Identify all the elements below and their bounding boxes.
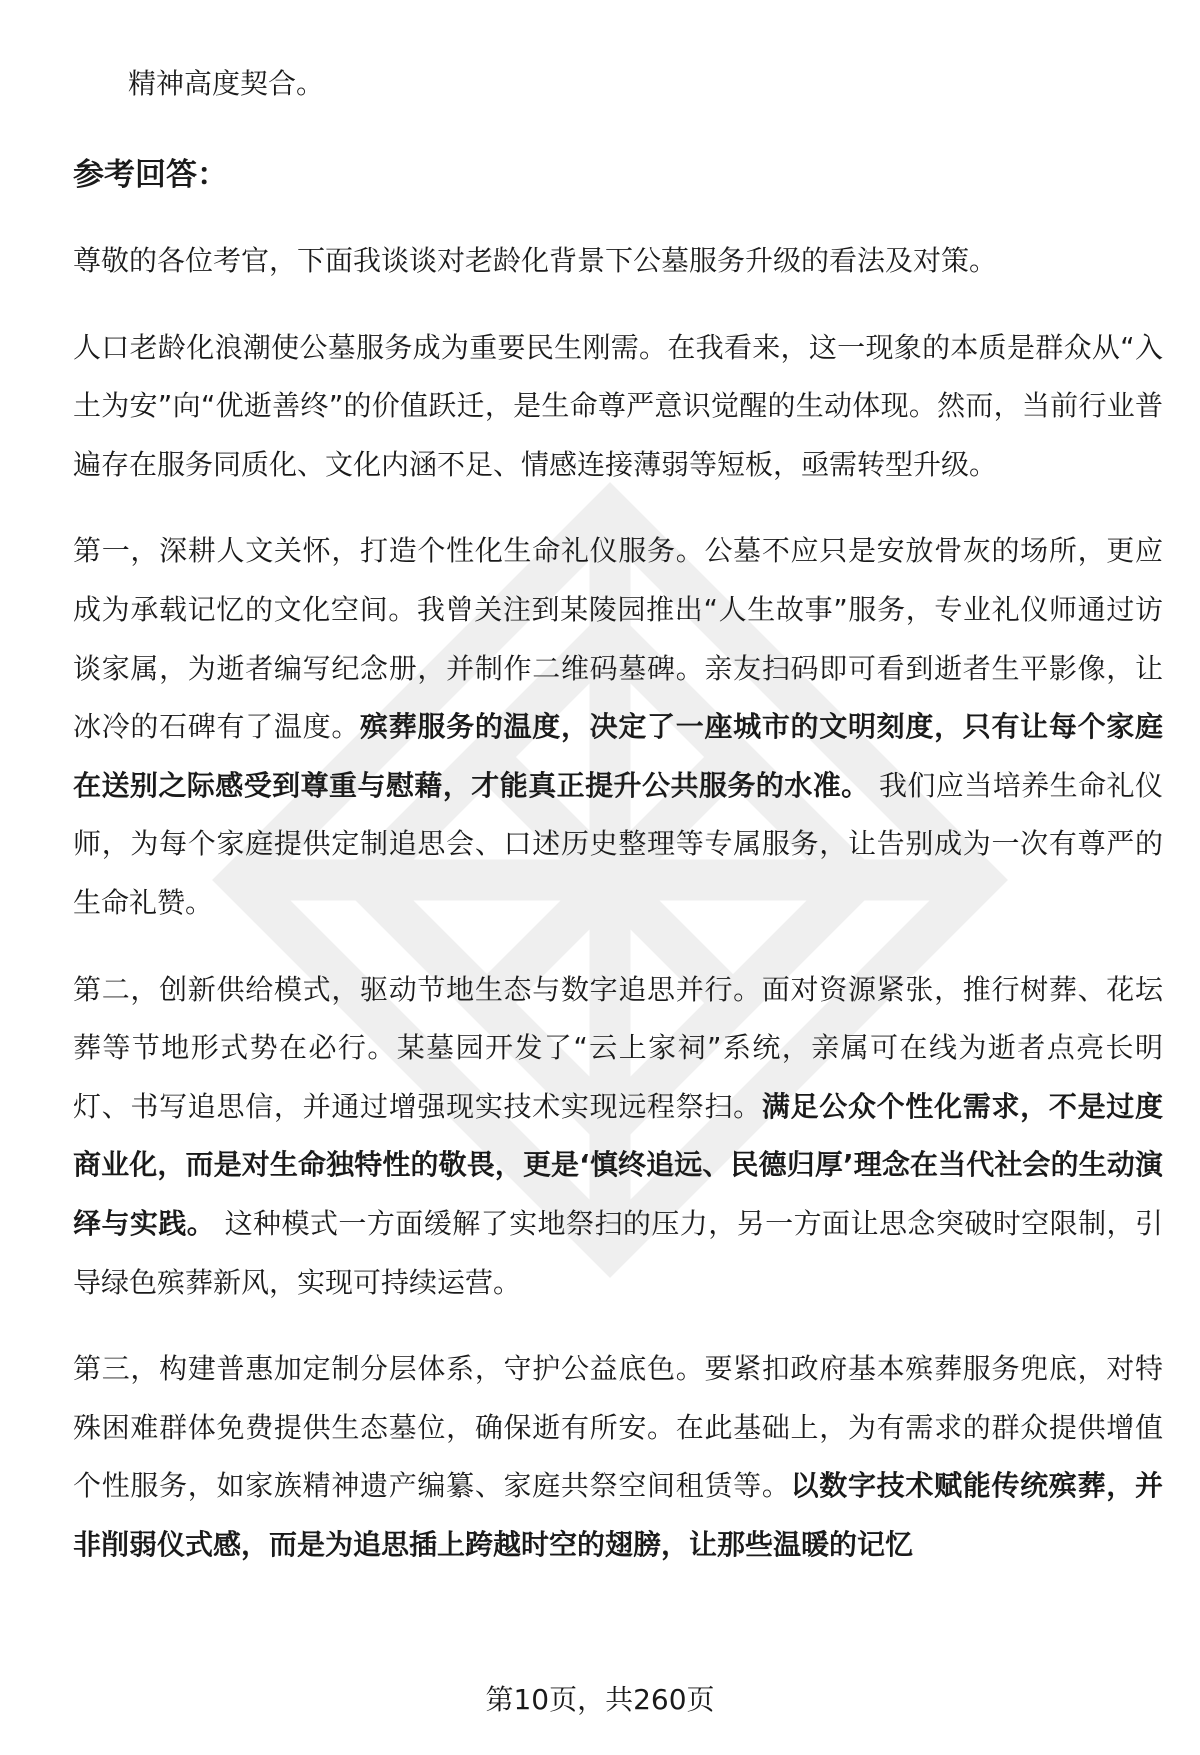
paragraph-text: 第二，创新供给模式，驱动节地生态与数字追思并行。面对资源紧张，推行树葬、花坛葬等节地形式势在必行。某墓园开发了“云上家祠”系统，亲属可在线为逝者点亮长明灯、书写追思信，并通过增强现实技术实现远程祭扫。	[73, 972, 1163, 1123]
paragraph	[73, 522, 1163, 932]
paragraph-text: 第一，深耕人文关怀，打造个性化生命礼仪服务。公墓不应只是安放骨灰的场所，更应成为承载记忆的文化空间。我曾关注到某陵园推出“人生故事”服务，专业礼仪师通过访谈家属，为逝者编写纪念册，并制作二维码墓碑。亲友扫码即可看到逝者生平影像，让冰冷的石碑有了温度。	[73, 534, 1163, 744]
paragraph-text: 人口老龄化浪潮使公墓服务成为重要民生刚需。在我看来，这一现象的本质是群众从“入土为安”向“优逝善终”的价值跃迁，是生命尊严意识觉醒的生动体现。然而，当前行业普遍存在服务同质化、文化内涵不足、情感连接薄弱等短板，亟需转型升级。	[73, 330, 1163, 481]
paragraph	[73, 1340, 1163, 1574]
paragraph	[73, 319, 1163, 495]
section-heading: 参考回答：	[73, 157, 228, 193]
paragraph	[73, 961, 1163, 1313]
emphasized-text: 殡葬服务的温度，决定了一座城市的文明刻度，只有让每个家庭在送别之际感受到尊重与慰藉，才能真正提升公共服务的水准。	[73, 710, 1163, 802]
paragraph-list	[73, 232, 1163, 1574]
document-body	[73, 56, 1163, 1574]
emphasized-text: 满足公众个性化需求，不是过度商业化，而是对生命独特性的敬畏，更是‘慎终追远、民德归厚’理念在当代社会的生动演绎与实践。	[73, 1089, 1163, 1240]
emphasized-text: 以数字技术赋能传统殡葬，并非削弱仪式感，而是为追思插上跨越时空的翅膀，让那些温暖的记忆	[73, 1469, 1163, 1561]
paragraph-text: 尊敬的各位考官，下面我谈谈对老龄化背景下公墓服务升级的看法及对策。	[73, 244, 998, 277]
page-footer: 第10页，共260页	[485, 1683, 715, 1716]
paragraph	[73, 232, 1163, 291]
paragraph-text: 第三，构建普惠加定制分层体系，守护公益底色。要紧扣政府基本殡葬服务兜底，对特殊困难群体免费提供生态墓位，确保逝有所安。在此基础上，为有需求的群众提供增值个性服务，如家族精神遗产编纂、家庭共祭空间租赁等。	[73, 1352, 1163, 1503]
paragraph-text: 这种模式一方面缓解了实地祭扫的压力，另一方面让思念突破时空限制，引导绿色殡葬新风，实现可持续运营。	[73, 1206, 1163, 1299]
paragraph-text: 我们应当培养生命礼仪师，为每个家庭提供定制追思会、口述历史整理等专属服务，让告别成为一次有尊严的生命礼赞。	[73, 768, 1163, 919]
lead-line: 精神高度契合。	[128, 67, 325, 100]
